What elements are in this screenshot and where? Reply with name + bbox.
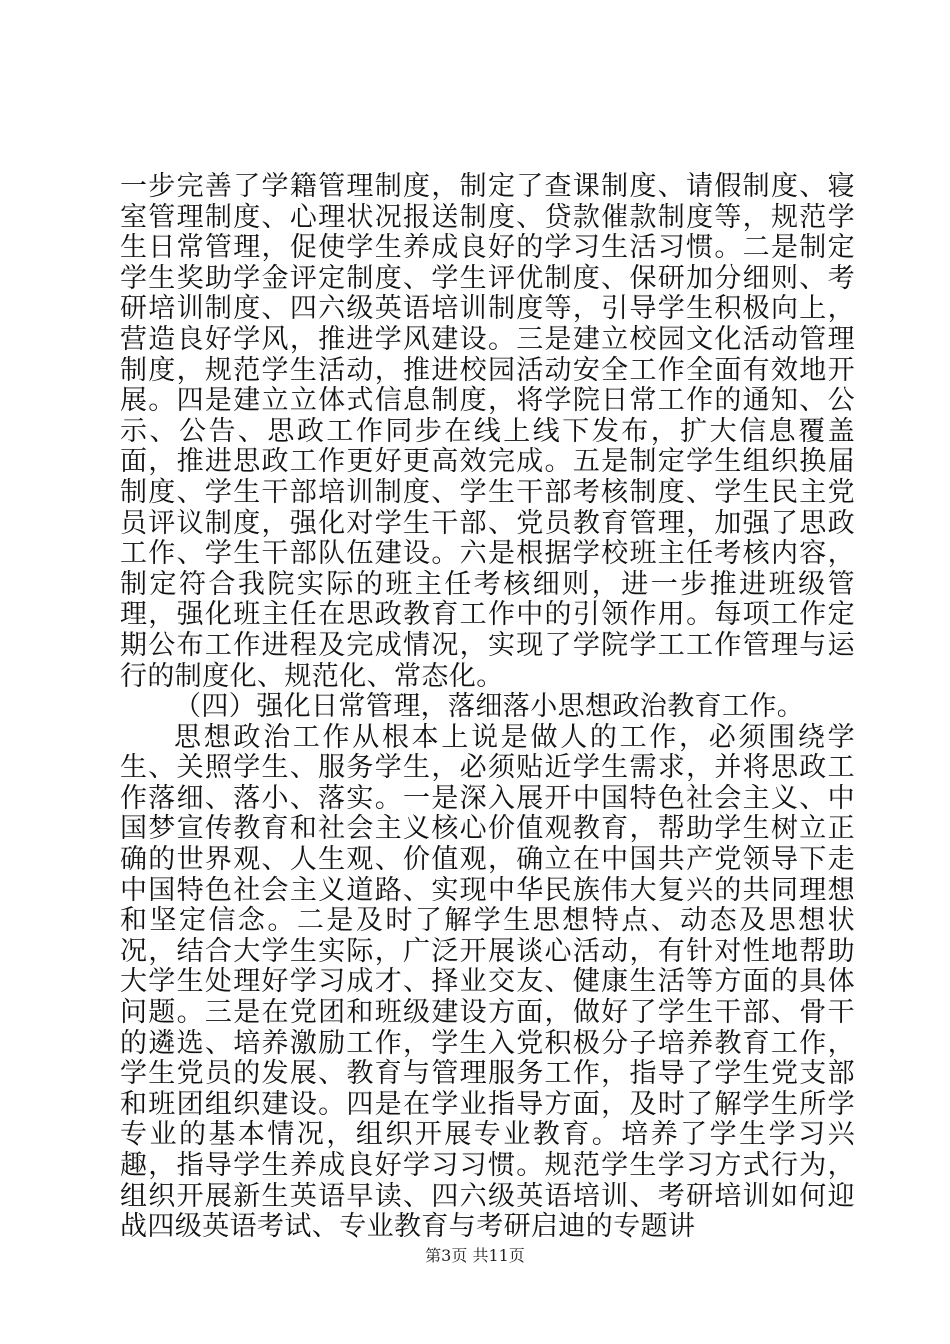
paragraph-body: 思想政治工作从根本上说是做人的工作，必须围绕学生、关照学生、服务学生，必须贴近学生需求，并将思政工作落细、落小、落实。一是深入展开中国特色社会主义、中国梦宣传教育和社会主义核心价值观教育，帮助学生树立正确的世界观、人生观、价值观，确立在中国共产党领导下走中国特色社会主义道路、实现中华民族伟大复兴的共同理想和坚定信念。二是及时了解学生思想特点、动态及思想状况，结合大学生实际，广泛开展谈心活动，有针对性地帮助大学生处理好学习成才、择业交友、健康生活等方面的具体问题。三是在党团和班级建设方面，做好了学生干部、骨干的遴选、培养激励工作，学生入党积极分子培养教育工作，学生党员的发展、教育与管理服务工作，指导了学生党支部和班团组织建设。四是在学业指导方面，及时了解学生所学专业的基本情况，组织开展专业教育。培养了学生学习兴趣，指导学生养成良好学习习惯。规范学生学习方式行为，组织开展新生英语早读、四六级英语培训、考研培训如何迎战四级英语考试、专业教育与考研启迪的专题讲 bbox=[120, 721, 855, 1243]
section-heading: （四）强化日常管理，落细落小思想政治教育工作。 bbox=[174, 691, 805, 723]
document-body bbox=[120, 172, 855, 1243]
page-number-footer: 第3页 共11页 bbox=[425, 1246, 525, 1265]
paragraph-continuation: 一步完善了学籍管理制度，制定了查课制度、请假制度、寝室管理制度、心理状况报送制度、贷款催款制度等，规范学生日常管理，促使学生养成良好的学习生活习惯。二是制定学生奖助学金评定制度、学生评优制度、保研加分细则、考研培训制度、四六级英语培训制度等，引导学生积极向上，营造良好学风，推进学风建设。三是建立校园文化活动管理制度，规范学生活动，推进校园活动安全工作全面有效地开展。四是建立立体式信息制度，将学院日常工作的通知、公示、公告、思政工作同步在线上线下发布，扩大信息覆盖面，推进思政工作更好更高效完成。五是制定学生组织换届制度、学生干部培训制度、学生干部考核制度、学生民主党员评议制度，强化对学生干部、党员教育管理，加强了思政工作、学生干部队伍建设。六是根据学校班主任考核内容，制定符合我院实际的班主任考核细则，进一步推进班级管理，强化班主任在思政教育工作中的引领作用。每项工作定期公布工作进程及完成情况，实现了学院学工工作管理与运行的制度化、规范化、常态化。 bbox=[120, 171, 855, 692]
